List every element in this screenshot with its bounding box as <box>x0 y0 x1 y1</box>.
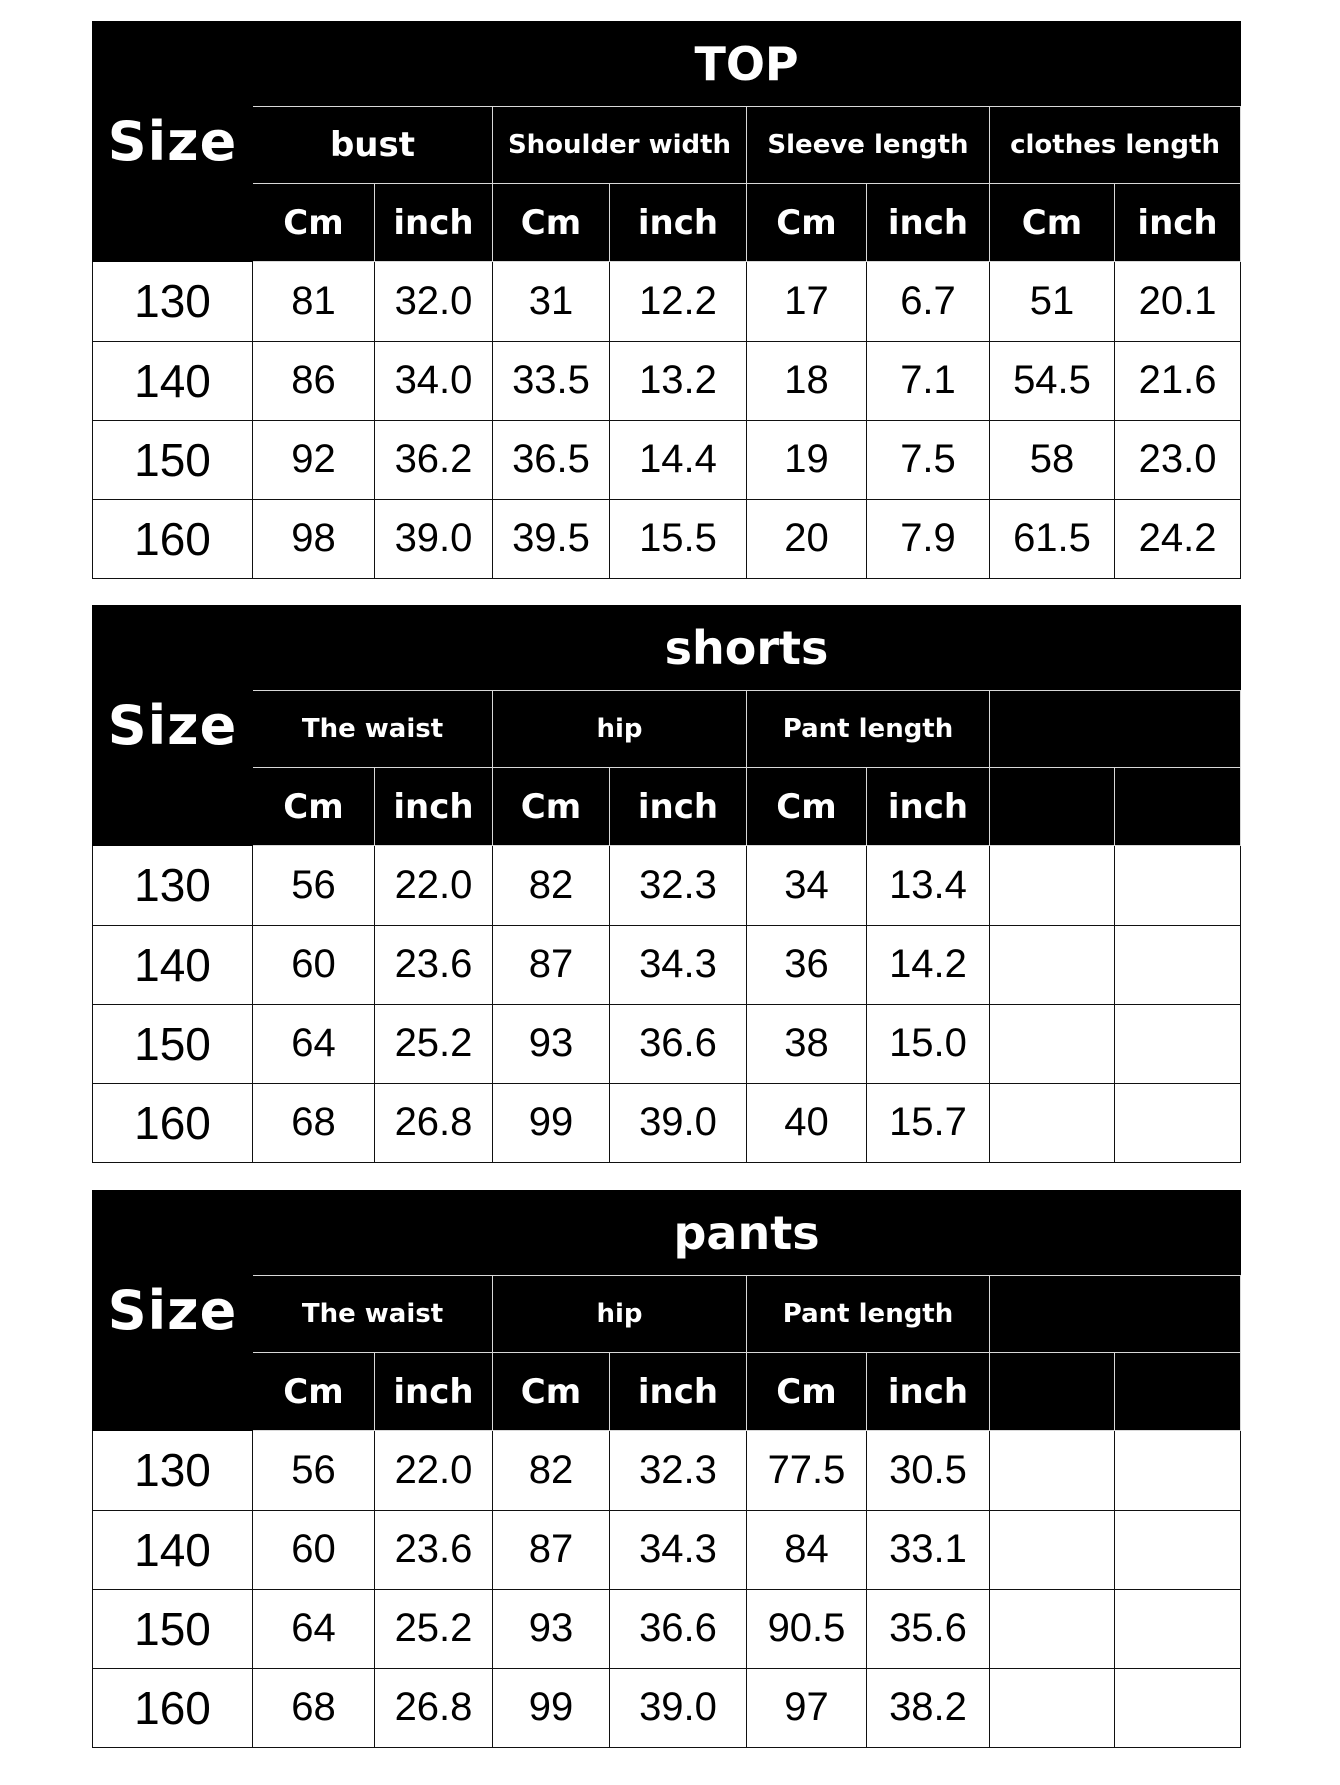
table-cell <box>1115 1589 1241 1668</box>
table-cell: 33.5 <box>493 341 610 420</box>
table-cell: 34.0 <box>375 341 493 420</box>
table-cell: 36.6 <box>610 1004 747 1083</box>
table-cell: 15.0 <box>867 1004 990 1083</box>
table-row <box>93 1431 1241 1510</box>
size-value: 150 <box>93 1589 253 1668</box>
size-value: 130 <box>93 846 253 925</box>
table-cell: 39.5 <box>493 499 610 578</box>
unit-header: Cm <box>253 768 375 846</box>
table-row <box>93 925 1241 1004</box>
table-row <box>93 1004 1241 1083</box>
size-value: 140 <box>93 925 253 1004</box>
table-cell: 60 <box>253 925 375 1004</box>
size-header: Size <box>93 1191 253 1431</box>
table-cell: 20 <box>747 499 867 578</box>
table-cell: 6.7 <box>867 262 990 341</box>
column-group-header: Pant length <box>747 691 990 768</box>
table-cell: 58 <box>990 420 1115 499</box>
table-cell: 56 <box>253 1431 375 1510</box>
size-table <box>92 605 1241 1163</box>
table-cell: 86 <box>253 341 375 420</box>
table-cell: 17 <box>747 262 867 341</box>
table-cell: 25.2 <box>375 1004 493 1083</box>
size-header: Size <box>93 606 253 846</box>
unit-header: inch <box>375 184 493 262</box>
table-cell <box>1115 925 1241 1004</box>
table-cell <box>990 1004 1115 1083</box>
table-cell: 21.6 <box>1115 341 1241 420</box>
size-chart-pants <box>92 1190 1240 1748</box>
table-row <box>93 420 1241 499</box>
table-cell: 31 <box>493 262 610 341</box>
table-row <box>93 1668 1241 1747</box>
table-cell: 23.6 <box>375 925 493 1004</box>
table-cell: 38.2 <box>867 1668 990 1747</box>
table-cell <box>990 1510 1115 1589</box>
table-cell: 56 <box>253 846 375 925</box>
unit-header: inch <box>610 184 747 262</box>
table-cell: 36 <box>747 925 867 1004</box>
table-cell: 93 <box>493 1004 610 1083</box>
table-cell: 30.5 <box>867 1431 990 1510</box>
table-cell: 87 <box>493 1510 610 1589</box>
table-cell: 92 <box>253 420 375 499</box>
table-cell: 23.0 <box>1115 420 1241 499</box>
unit-header: Cm <box>253 1353 375 1431</box>
column-group-header: hip <box>493 1276 747 1353</box>
unit-header: inch <box>375 1353 493 1431</box>
table-cell: 51 <box>990 262 1115 341</box>
size-chart-shorts <box>92 605 1240 1163</box>
table-cell: 25.2 <box>375 1589 493 1668</box>
table-cell: 39.0 <box>610 1668 747 1747</box>
table-cell <box>1115 1431 1241 1510</box>
table-cell <box>990 1083 1115 1162</box>
table-cell: 77.5 <box>747 1431 867 1510</box>
table-cell: 22.0 <box>375 846 493 925</box>
table-cell: 32.0 <box>375 262 493 341</box>
size-value: 130 <box>93 1431 253 1510</box>
table-cell: 81 <box>253 262 375 341</box>
table-cell <box>990 1668 1115 1747</box>
unit-header: Cm <box>253 184 375 262</box>
unit-header: inch <box>867 768 990 846</box>
table-cell: 68 <box>253 1083 375 1162</box>
unit-header: inch <box>610 1353 747 1431</box>
column-group-header: clothes length <box>990 107 1241 184</box>
table-cell: 82 <box>493 846 610 925</box>
table-cell <box>1115 1668 1241 1747</box>
unit-header: Cm <box>493 1353 610 1431</box>
unit-header: Cm <box>990 184 1115 262</box>
table-cell: 93 <box>493 1589 610 1668</box>
table-cell: 19 <box>747 420 867 499</box>
table-title: pants <box>253 1191 1241 1276</box>
size-table <box>92 21 1241 579</box>
unit-header: Cm <box>493 184 610 262</box>
column-group-header: The waist <box>253 1276 493 1353</box>
column-group-header <box>990 1276 1241 1353</box>
table-cell: 54.5 <box>990 341 1115 420</box>
table-cell <box>1115 846 1241 925</box>
table-cell: 61.5 <box>990 499 1115 578</box>
table-cell: 99 <box>493 1668 610 1747</box>
table-cell: 18 <box>747 341 867 420</box>
column-group-header: bust <box>253 107 493 184</box>
table-title: TOP <box>253 22 1241 107</box>
unit-header <box>990 768 1115 846</box>
table-cell: 14.2 <box>867 925 990 1004</box>
unit-header: Cm <box>747 768 867 846</box>
unit-header: inch <box>1115 184 1241 262</box>
table-cell: 82 <box>493 1431 610 1510</box>
table-cell: 12.2 <box>610 262 747 341</box>
size-value: 130 <box>93 262 253 341</box>
column-group-header: The waist <box>253 691 493 768</box>
table-cell: 7.1 <box>867 341 990 420</box>
table-cell: 34 <box>747 846 867 925</box>
table-cell <box>1115 1004 1241 1083</box>
column-group-header: Shoulder width <box>493 107 747 184</box>
size-value: 150 <box>93 420 253 499</box>
column-group-header <box>990 691 1241 768</box>
size-table <box>92 1190 1241 1748</box>
table-cell: 34.3 <box>610 1510 747 1589</box>
table-cell: 32.3 <box>610 846 747 925</box>
table-cell: 7.9 <box>867 499 990 578</box>
unit-header <box>1115 768 1241 846</box>
table-cell <box>990 1589 1115 1668</box>
size-chart-top <box>92 21 1240 579</box>
table-cell: 97 <box>747 1668 867 1747</box>
table-cell: 34.3 <box>610 925 747 1004</box>
table-cell <box>990 1431 1115 1510</box>
table-cell: 14.4 <box>610 420 747 499</box>
unit-header: inch <box>375 768 493 846</box>
table-row <box>93 1510 1241 1589</box>
table-cell <box>1115 1510 1241 1589</box>
table-cell: 38 <box>747 1004 867 1083</box>
table-cell: 24.2 <box>1115 499 1241 578</box>
unit-header: Cm <box>493 768 610 846</box>
unit-header: inch <box>610 768 747 846</box>
table-cell: 26.8 <box>375 1668 493 1747</box>
table-row <box>93 1083 1241 1162</box>
table-cell: 68 <box>253 1668 375 1747</box>
table-cell: 60 <box>253 1510 375 1589</box>
table-cell: 32.3 <box>610 1431 747 1510</box>
table-cell: 7.5 <box>867 420 990 499</box>
table-cell: 33.1 <box>867 1510 990 1589</box>
size-header: Size <box>93 22 253 262</box>
table-cell: 39.0 <box>375 499 493 578</box>
unit-header: inch <box>867 184 990 262</box>
size-value: 140 <box>93 341 253 420</box>
table-cell: 64 <box>253 1004 375 1083</box>
table-cell: 90.5 <box>747 1589 867 1668</box>
table-cell: 36.2 <box>375 420 493 499</box>
column-group-header: hip <box>493 691 747 768</box>
size-value: 160 <box>93 1668 253 1747</box>
table-cell: 23.6 <box>375 1510 493 1589</box>
size-value: 140 <box>93 1510 253 1589</box>
table-row <box>93 341 1241 420</box>
table-cell <box>1115 1083 1241 1162</box>
table-cell: 35.6 <box>867 1589 990 1668</box>
table-cell: 15.7 <box>867 1083 990 1162</box>
table-row <box>93 262 1241 341</box>
table-cell: 84 <box>747 1510 867 1589</box>
table-cell: 40 <box>747 1083 867 1162</box>
table-cell: 39.0 <box>610 1083 747 1162</box>
column-group-header: Pant length <box>747 1276 990 1353</box>
table-title: shorts <box>253 606 1241 691</box>
unit-header: Cm <box>747 1353 867 1431</box>
unit-header <box>990 1353 1115 1431</box>
table-cell: 36.5 <box>493 420 610 499</box>
table-row <box>93 846 1241 925</box>
unit-header: Cm <box>747 184 867 262</box>
table-row <box>93 1589 1241 1668</box>
table-cell <box>990 925 1115 1004</box>
table-cell <box>990 846 1115 925</box>
table-cell: 26.8 <box>375 1083 493 1162</box>
size-value: 160 <box>93 499 253 578</box>
size-value: 150 <box>93 1004 253 1083</box>
table-cell: 13.2 <box>610 341 747 420</box>
table-cell: 36.6 <box>610 1589 747 1668</box>
table-cell: 20.1 <box>1115 262 1241 341</box>
table-cell: 22.0 <box>375 1431 493 1510</box>
unit-header: inch <box>867 1353 990 1431</box>
table-cell: 87 <box>493 925 610 1004</box>
table-cell: 15.5 <box>610 499 747 578</box>
table-cell: 99 <box>493 1083 610 1162</box>
table-cell: 13.4 <box>867 846 990 925</box>
column-group-header: Sleeve length <box>747 107 990 184</box>
table-cell: 64 <box>253 1589 375 1668</box>
table-row <box>93 499 1241 578</box>
table-cell: 98 <box>253 499 375 578</box>
size-value: 160 <box>93 1083 253 1162</box>
unit-header <box>1115 1353 1241 1431</box>
